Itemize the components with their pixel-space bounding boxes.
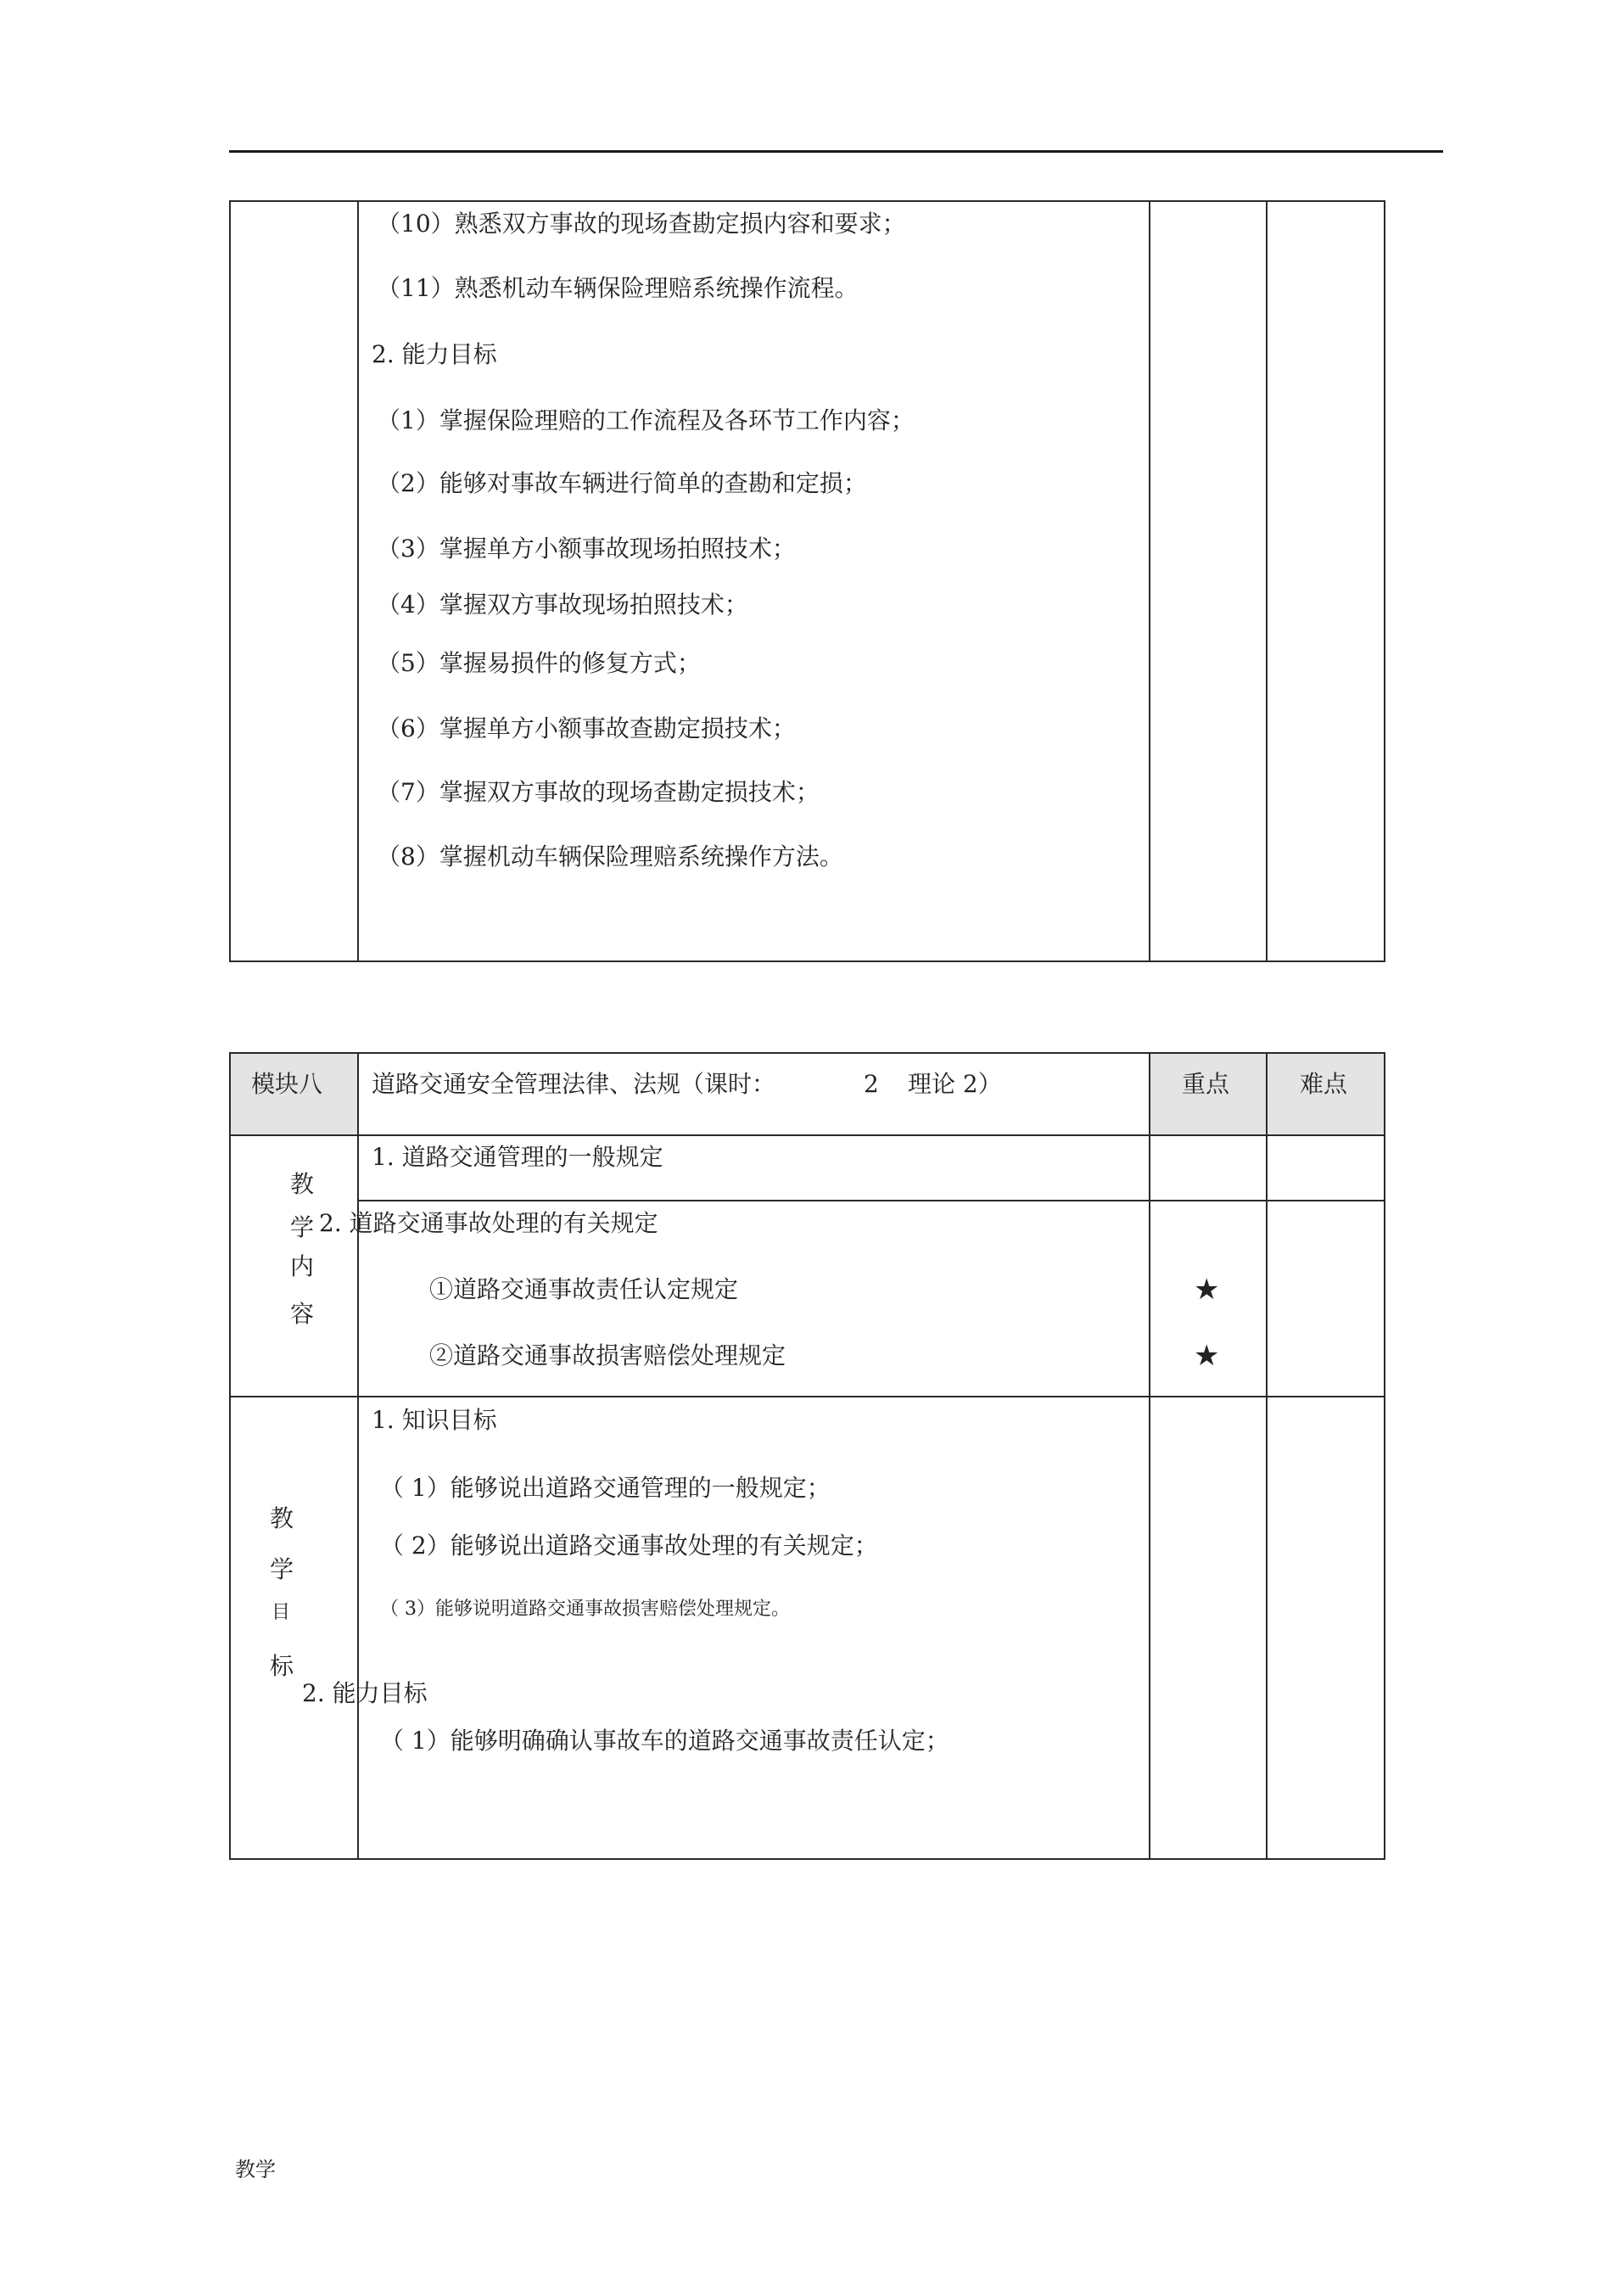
ability-line-6: （6）掌握单方小额事故查勘定损技术； [377, 714, 796, 742]
table-2-section-divider [229, 1396, 1385, 1397]
ability-item-1: （ 1）能够明确确认事故车的道路交通事故责任认定； [380, 1727, 949, 1755]
key-point-header: 重点 [1182, 1070, 1230, 1098]
knowledge-item-1: （ 1）能够说出道路交通管理的一般规定； [380, 1474, 831, 1502]
goal-label-char-4: 标 [270, 1652, 294, 1680]
content-label-char-2: 学 [290, 1213, 315, 1241]
table-2-divider-2 [1149, 1052, 1150, 1860]
table-2-header-bottom [229, 1134, 1385, 1136]
table-1-border-right [1384, 200, 1385, 962]
ability-line-10: （10）熟悉双方事故的现场查勘定损内容和要求； [377, 210, 906, 238]
difficult-point-header: 难点 [1300, 1070, 1348, 1098]
table-1-border-bottom [229, 960, 1385, 962]
table-2-border-top [229, 1052, 1385, 1054]
ability-heading-2: 2. 能力目标 [302, 1679, 428, 1707]
table-2-divider-1 [357, 1052, 359, 1860]
key-star-icon: ★ [1194, 1339, 1220, 1373]
content-item-2: 2. 道路交通事故处理的有关规定 [319, 1209, 658, 1237]
table-1-divider-1 [357, 200, 359, 962]
table-2-content-row-divider [357, 1200, 1385, 1201]
content-label-char-1: 教 [290, 1170, 315, 1198]
module-theory: 理论 2） [908, 1070, 1002, 1098]
content-item-2a: ①道路交通事故责任认定规定 [429, 1275, 739, 1303]
ability-line-2: （2）能够对事故车辆进行简单的查勘和定损； [377, 469, 867, 497]
ability-heading: 2. 能力目标 [372, 340, 497, 368]
ability-line-4: （4）掌握双方事故现场拍照技术； [377, 591, 748, 619]
table-2-divider-3 [1266, 1052, 1268, 1860]
table-1-border-left [229, 200, 231, 962]
ability-line-8: （8）掌握机动车辆保险理赔系统操作方法。 [377, 843, 843, 871]
module-title: 道路交通安全管理法律、法规（课时： [372, 1070, 776, 1098]
module-hours: 2 [864, 1070, 879, 1098]
table-1-border-top [229, 200, 1385, 202]
table-2-border-left [229, 1052, 231, 1860]
table-2-border-right [1384, 1052, 1385, 1860]
page-footer: 教学 [235, 2158, 276, 2181]
content-label-char-4: 容 [290, 1300, 315, 1328]
module-label: 模块八 [251, 1070, 323, 1098]
ability-line-11: （11）熟悉机动车辆保险理赔系统操作流程。 [377, 274, 859, 302]
table-1-divider-3 [1266, 200, 1268, 962]
ability-line-3: （3）掌握单方小额事故现场拍照技术； [377, 535, 796, 563]
knowledge-item-3: （ 3）能够说明道路交通事故损害赔偿处理规定。 [380, 1599, 790, 1620]
goal-label-char-1: 教 [270, 1504, 294, 1532]
ability-line-5: （5）掌握易损件的修复方式； [377, 649, 701, 677]
knowledge-heading: 1. 知识目标 [372, 1406, 497, 1434]
key-star-icon: ★ [1194, 1273, 1220, 1307]
table-2-border-bottom [229, 1858, 1385, 1860]
content-item-1: 1. 道路交通管理的一般规定 [372, 1143, 663, 1171]
knowledge-item-2: （ 2）能够说出道路交通事故处理的有关规定； [380, 1532, 878, 1560]
goal-label-char-3: 目 [271, 1602, 291, 1623]
content-label-char-3: 内 [290, 1252, 315, 1280]
ability-line-7: （7）掌握双方事故的现场查勘定损技术； [377, 778, 820, 806]
header-rule [229, 150, 1443, 153]
content-item-2b: ②道路交通事故损害赔偿处理规定 [429, 1341, 786, 1369]
ability-line-1: （1）掌握保险理赔的工作流程及各环节工作内容； [377, 406, 915, 434]
goal-label-char-2: 学 [270, 1555, 294, 1583]
table-1-divider-2 [1149, 200, 1150, 962]
